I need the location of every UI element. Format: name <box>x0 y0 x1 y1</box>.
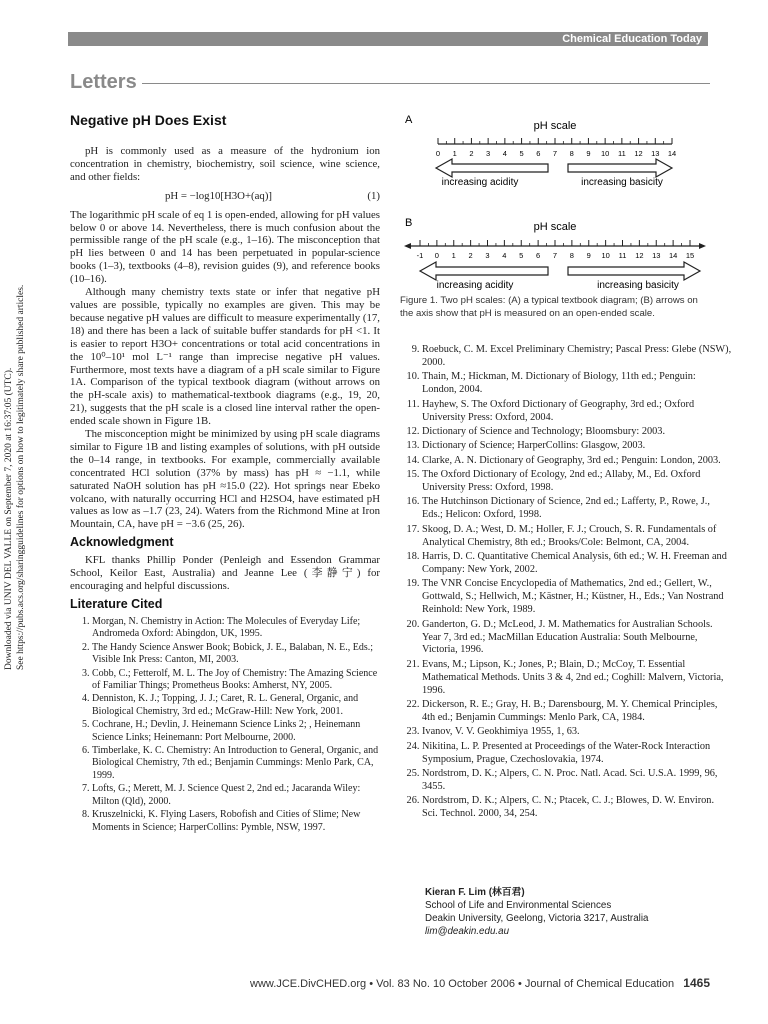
tick-label: 11 <box>617 149 626 158</box>
tick-label: 9 <box>586 149 591 158</box>
reference-item: 11. Hayhew, S. The Oxford Dictionary of Geography, 3rd ed.; Oxford University Press: Oxford, 2004. <box>422 399 732 425</box>
reference-item: 3. Cobb, C.; Fetterolf, M. L. The Joy of Chemistry: The Amazing Science of Familiar Things; Prometheus Books: Amherst, NY, 2005. <box>92 668 380 693</box>
reference-item: 25. Nordstrom, D. K.; Alpers, C. N. Proc. Natl. Acad. Sci. U.S.A. 1999, 96, 3455. <box>422 768 732 794</box>
reference-item: 5. Cochrane, H.; Devlin, J. Heinemann Science Links 2; , Heinemann Science Links; Heinemann: Port Melbourne, 2000. <box>92 719 380 744</box>
panel-b-axis <box>404 240 706 260</box>
figure-caption: Figure 1. Two pH scales: (A) a typical textbook diagram; (B) arrows on the axis show that pH is measured on an open-ended scale. <box>400 295 698 319</box>
axis-right-arrowhead <box>699 243 706 249</box>
author-affiliation-1: School of Life and Environmental Sciences <box>425 900 612 911</box>
reference-item: 26. Nordstrom, D. K.; Alpers, C. N.; Ptacek, C. J.; Blowes, D. W. Environ. Sci. Technol. 2000, 34, 254. <box>422 795 732 821</box>
tick-label: 12 <box>635 251 644 260</box>
tick-label: 8 <box>569 149 574 158</box>
equation-number: (1) <box>367 189 380 202</box>
tick-label: 13 <box>652 251 661 260</box>
tick-label: 7 <box>552 251 558 260</box>
header-banner <box>68 32 708 46</box>
reference-item: 21. Evans, M.; Lipson, K.; Jones, P.; Blain, D.; McCoy, T. Essential Mathematical Methods. Units 3 & 4, 2nd ed.; Coghill: Malvern, Victoria, 1996. <box>422 659 732 698</box>
page-footer <box>70 976 710 991</box>
tick-label: 9 <box>586 251 591 260</box>
panel-a-axis <box>436 138 676 158</box>
paragraph-3: Although many chemistry texts state or infer that negative pH values are possible, typically no examples are given. This may be because negative pH values are difficult to measure experimentally (17, 18) and there has been a lack of suitable buffer standards for pH <1. It is easier to report H3O+ concentrations or total acid concentrations in the 10⁰–10¹ mol L⁻¹ range than imprecise negative pH values. Furthermore, most texts have a diagram of a pH scale similar to Figure 1A. Comparison of the typical textbook diagram (without arrows on the pH-scale axis) to mathematical-textbook diagrams (e.g., 19, 20, 21), suggests that the pH scale is a closed line interval rather the open-ended scale shown in Figure 1B. <box>70 286 380 428</box>
equation-1 <box>70 190 380 203</box>
acknowledgment-text: KFL thanks Phillip Ponder (Penleigh and Essendon Grammar School, Keilor East, Australia) and Jeanne Lee (李静宁) for encouraging and helpful discussions. <box>70 554 380 593</box>
reference-item: 2. The Handy Science Answer Book; Bobick, J. E., Balaban, N. E., Eds.; Visible Ink Press: Canton, MI, 2003. <box>92 642 380 667</box>
article-title: Negative pH Does Exist <box>70 112 227 128</box>
acknowledgment-heading: Acknowledgment <box>70 535 174 550</box>
tick-label: 10 <box>601 251 610 260</box>
acidity-arrow-b <box>420 262 548 280</box>
tick-label: 10 <box>600 149 610 158</box>
tick-label: 4 <box>502 149 507 158</box>
tick-label: 1 <box>451 251 456 260</box>
equation-body: pH = −log10[H3O+(aq)] <box>165 189 273 202</box>
reference-item: 22. Dickerson, R. E.; Gray, H. B.; Darensbourg, M. Y. Chemical Principles, 4th ed.; Benjamin Cummings: Menlo Park, CA, 1984. <box>422 699 732 725</box>
axis-left-arrowhead <box>404 243 411 249</box>
tick-label: 6 <box>536 149 541 158</box>
reference-item: 19. The VNR Concise Encyclopedia of Mathematics, 2nd ed.; Gellert, W., Gottwald, S.; Hellwich, M.; Kästner, H.; Küstner, H., Eds.; Van Nostrand Reinhold: New York, 1989. <box>422 578 732 617</box>
reference-item: 10. Thain, M.; Hickman, M. Dictionary of Biology, 11th ed.; Penguin: London, 2004. <box>422 371 732 397</box>
tick-label: 5 <box>519 251 524 260</box>
panel-a-acidity-label: increasing acidity <box>441 177 519 188</box>
tick-label: 0 <box>434 251 439 260</box>
download-note-line2: See https://pubs.acs.org/sharingguidelines for options on how to legitimately share published articles. <box>16 284 26 670</box>
reference-list-2 <box>400 344 732 823</box>
download-note <box>4 284 26 670</box>
ph-scale-diagram <box>400 110 712 295</box>
reference-item: 15. The Oxford Dictionary of Ecology, 2nd ed.; Allaby, M., Ed. Oxford University Press: Oxford, 1998. <box>422 469 732 495</box>
tick-label: 2 <box>469 149 474 158</box>
reference-item: 7. Lofts, G.; Merett, M. J. Science Quest 2, 2nd ed.; Jacaranda Wiley: Milton (Qld), 2000. <box>92 783 380 808</box>
tick-label: 2 <box>468 251 473 260</box>
reference-list-1 <box>70 616 380 834</box>
tick-label: 4 <box>502 251 507 260</box>
panel-b-title: pH scale <box>533 221 577 233</box>
tick-label: -1 <box>416 251 424 260</box>
reference-item: 12. Dictionary of Science and Technology; Bloomsbury: 2003. <box>422 426 732 439</box>
reference-item: 18. Harris, D. C. Quantitative Chemical Analysis, 6th ed.; W. H. Freeman and Company: New York, 2002. <box>422 551 732 577</box>
reference-item: 20. Ganderton, G. D.; McLeod, J. M. Mathematics for Australian Schools. Year 7, 3rd ed.; MacMillan Education Australia: South Melbourne, Victoria, 1996. <box>422 619 732 658</box>
panel-b-letter: B <box>405 217 413 229</box>
tick-label: 14 <box>668 251 678 260</box>
tick-label: 13 <box>651 149 660 158</box>
basicity-arrow-a <box>568 159 672 177</box>
download-note-line1: Downloaded via UNIV DEL VALLE on September 7, 2020 at 16:37:05 (UTC). <box>4 367 14 670</box>
reference-item: 16. The Hutchinson Dictionary of Science, 2nd ed.; Lafferty, P., Rowe, J., Eds.; Helicon: Oxford, 1998. <box>422 496 732 522</box>
panel-b-basicity-label: increasing basicity <box>597 280 679 291</box>
acidity-arrow-a <box>436 159 548 177</box>
panel-a-title: pH scale <box>533 120 577 132</box>
author-name: Kieran F. Lim (林百君) <box>425 887 525 898</box>
tick-label: 0 <box>435 149 441 158</box>
reference-item: 14. Clarke, A. N. Dictionary of Geography, 3rd ed.; Penguin: London, 2003. <box>422 455 732 468</box>
literature-heading: Literature Cited <box>70 597 163 611</box>
reference-item: 6. Timberlake, K. C. Chemistry: An Introduction to General, Organic, and Biological Chemistry, 7th ed.; Benjamin Cummings: Menlo Park, CA, 1999. <box>92 745 380 782</box>
paragraph-2: The logarithmic pH scale of eq 1 is open-ended, allowing for pH values below 0 or above 14. Nevertheless, there is much confusion about the permissible range of the pH scale (e.g., 1–16). The misconception that pH lies between 0 and 14 has been perpetuated in popular-science books (1–3), textbooks (4–8), revision guides (9), and reference books (10–16). <box>70 208 380 286</box>
section-rule <box>142 83 710 84</box>
author-affiliation-2: Deakin University, Geelong, Victoria 3217, Australia <box>425 913 649 924</box>
author-email: lim@deakin.edu.au <box>425 926 510 937</box>
reference-item: 9. Roebuck, C. M. Excel Preliminary Chemistry; Pascal Press: Glebe (NSW), 2000. <box>422 344 732 370</box>
panel-a-basicity-label: increasing basicity <box>581 177 663 188</box>
tick-label: 3 <box>486 149 491 158</box>
section-title: Letters <box>70 71 137 93</box>
tick-label: 7 <box>552 149 558 158</box>
left-column <box>70 112 380 835</box>
paragraph-4: The misconception might be minimized by using pH scale diagrams similar to Figure 1B and listing examples of solutions, with pH outside the 0–14 range, in textbooks. For example, commercially available concentrated HCl solution (37% by mass) has pH ≈ −1.1, while saturated NaOH solution has pH ≈15.0 (22). Hot springs near Ebeko volcano, with naturally occurring HCl and H2SO4, have estimated pH values as low as –1.7 (23, 24). Waters from the Richmond Mine at Iron Mountain, CA, have pH = −3.6 (25, 26). <box>70 428 380 531</box>
journal-section-label: Chemical Education Today <box>562 33 702 45</box>
page-number: 1465 <box>683 976 710 990</box>
tick-label: 3 <box>485 251 490 260</box>
reference-item: 1. Morgan, N. Chemistry in Action: The Molecules of Everyday Life; Andromeda Oxford: Abingdon, UK, 1995. <box>92 616 380 641</box>
tick-label: 11 <box>618 251 627 260</box>
paragraph-1: pH is commonly used as a measure of the hydronium ion concentration in chemistry, biochemistry, soil science, wine science, and other fields: <box>70 145 380 183</box>
panel-b-acidity-label: increasing acidity <box>436 280 514 291</box>
tick-label: 14 <box>667 149 677 158</box>
footer-citation: www.JCE.DivCHED.org • Vol. 83 No. 10 October 2006 • Journal of Chemical Education <box>250 978 675 990</box>
reference-item: 4. Denniston, K. J.; Topping, J. J.; Caret, R. L. General, Organic, and Biological Chemistry, 3rd ed.; McGraw-Hill: New York, 2001. <box>92 693 380 718</box>
tick-label: 1 <box>452 149 457 158</box>
reference-item: 24. Nikitina, L. P. Presented at Proceedings of the Water-Rock Interaction Symposium, Prague, Czechoslovakia, 1974. <box>422 741 732 767</box>
tick-label: 15 <box>685 251 695 260</box>
tick-label: 12 <box>634 149 643 158</box>
reference-item: 13. Dictionary of Science; HarperCollins: Glasgow, 2003. <box>422 440 732 453</box>
panel-a-letter: A <box>405 114 413 126</box>
basicity-arrow-b <box>568 262 700 280</box>
reference-item: 17. Skoog, D. A.; West, D. M.; Holler, F. J.; Crouch, S. R. Fundamentals of Analytical Chemistry, 8th ed.; Brooks/Cole: Belmont, CA, 2004. <box>422 524 732 550</box>
reference-item: 23. Ivanov, V. V. Geokhimiya 1955, 1, 63. <box>422 726 732 739</box>
author-block <box>425 886 715 938</box>
tick-label: 5 <box>519 149 524 158</box>
tick-label: 8 <box>569 251 574 260</box>
reference-item: 8. Kruszelnicki, K. Flying Lasers, Robofish and Cities of Slime; New Moments in Science; HarperCollins: Pymble, NSW, 1997. <box>92 809 380 834</box>
figure-1 <box>400 110 712 330</box>
tick-label: 6 <box>536 251 541 260</box>
